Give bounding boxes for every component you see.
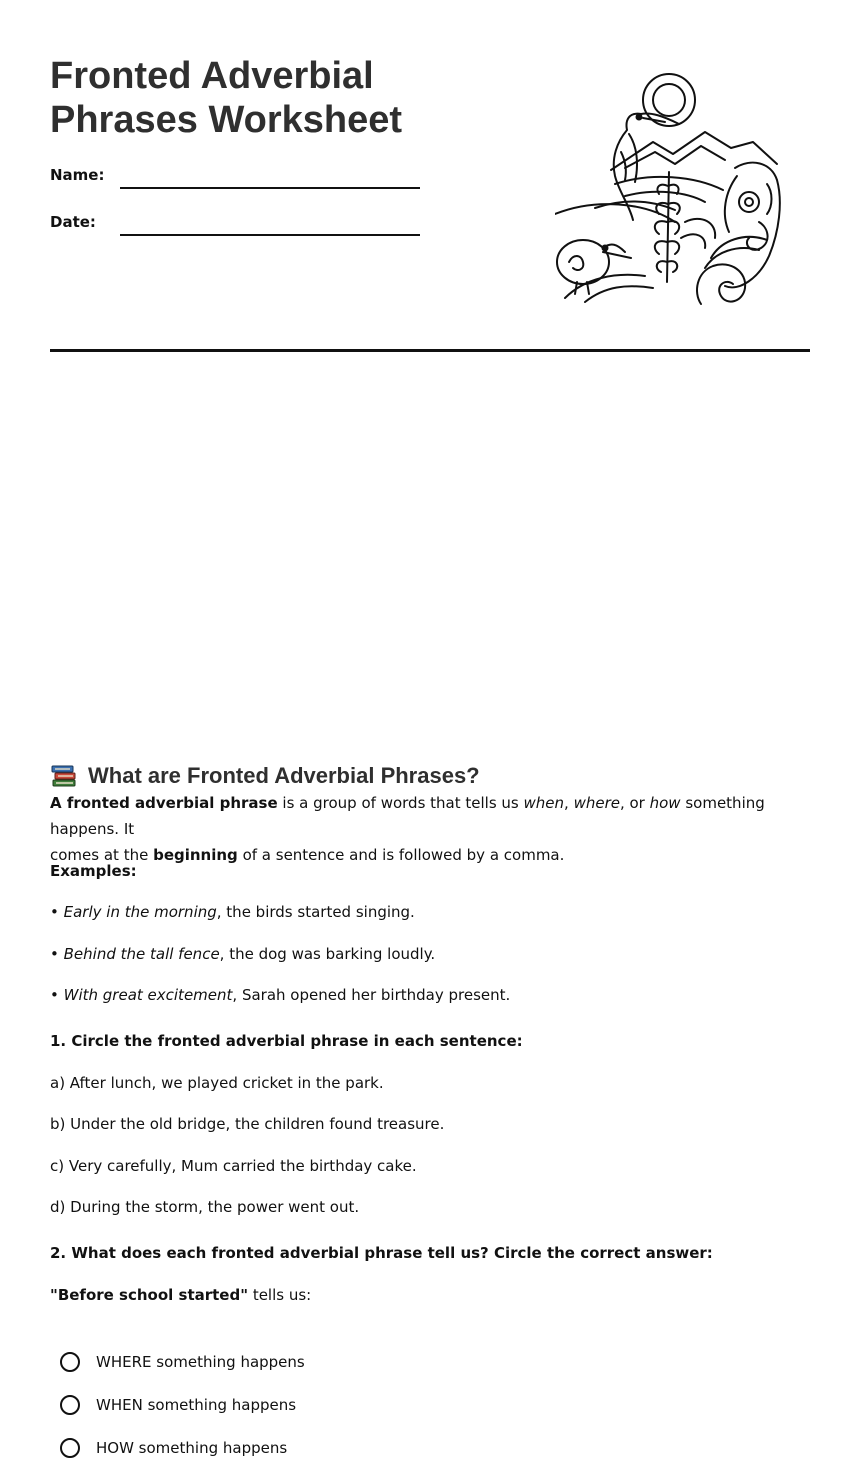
definition-paragraph [50, 790, 810, 868]
answer-option-when[interactable] [60, 1392, 296, 1418]
definition-beginning: beginning [153, 846, 238, 864]
name-field[interactable] [120, 187, 420, 189]
example-rest: , Sarah opened her birthday present. [232, 986, 511, 1004]
question-2-phrase: "Before school started" [50, 1286, 249, 1304]
answer-option-label: WHERE something happens [96, 1353, 305, 1371]
date-field[interactable] [120, 234, 420, 236]
name-row [50, 165, 430, 189]
example-item-3 [50, 982, 510, 1008]
radio-circle[interactable] [60, 1352, 80, 1372]
example-rest: , the dog was barking loudly. [219, 945, 436, 963]
title-line-1: Fronted Adverbial [50, 55, 374, 97]
answer-option-label: WHEN something happens [96, 1396, 297, 1414]
example-phrase: Early in the morning [63, 903, 217, 921]
definition-or: , or [619, 794, 650, 812]
answer-option-label: HOW something happens [96, 1439, 288, 1457]
question-2-prompt-rest: tells us: [248, 1286, 312, 1304]
answer-option-where[interactable] [60, 1349, 305, 1375]
name-label: Name: [50, 166, 105, 184]
definition-term: A fronted adverbial phrase [50, 794, 278, 812]
definition-comma: , [564, 794, 574, 812]
question-2-prompt [50, 1282, 311, 1308]
question-1-sentence-a[interactable]: a) After lunch, we played cricket in the park. [50, 1074, 384, 1092]
worksheet-header [50, 0, 810, 352]
radio-circle[interactable] [60, 1395, 80, 1415]
question-1-heading: 1. Circle the fronted adverbial phrase in each sentence: [50, 1032, 523, 1050]
definition-how: how [649, 794, 681, 812]
definition-text-3: comes at the [50, 846, 154, 864]
example-item-2 [50, 941, 435, 967]
example-bullet: • [50, 945, 64, 963]
question-1-sentence-c[interactable]: c) Very carefully, Mum carried the birthday cake. [50, 1157, 417, 1175]
section-heading-text: What are Fronted Adverbial Phrases? [88, 763, 480, 789]
example-rest: , the birds started singing. [216, 903, 415, 921]
definition-text-4: of a sentence and is followed by a comma. [237, 846, 565, 864]
section-heading [50, 760, 480, 792]
question-1-sentence-d[interactable]: d) During the storm, the power went out. [50, 1198, 360, 1216]
answer-option-how[interactable] [60, 1435, 287, 1461]
example-bullet: • [50, 986, 64, 1004]
definition-where: where [573, 794, 620, 812]
nz-landscape-illustration [555, 72, 785, 312]
example-item-1 [50, 899, 415, 925]
radio-circle[interactable] [60, 1438, 80, 1458]
definition-text-1: is a group of words that tells us [277, 794, 524, 812]
examples-label: Examples: [50, 862, 137, 880]
example-bullet: • [50, 903, 64, 921]
example-phrase: Behind the tall fence [63, 945, 220, 963]
question-1-sentence-b[interactable]: b) Under the old bridge, the children found treasure. [50, 1115, 445, 1133]
title-line-2: Phrases Worksheet [50, 99, 403, 141]
definition-when: when [523, 794, 565, 812]
definition-text-2: something happens. It [50, 794, 765, 838]
date-label: Date: [50, 213, 96, 231]
page-title [50, 54, 480, 142]
books-icon [50, 762, 78, 790]
worksheet-page [50, 0, 810, 1457]
question-2-heading: 2. What does each fronted adverbial phrase tell us? Circle the correct answer: [50, 1244, 713, 1262]
example-phrase: With great excitement [63, 986, 233, 1004]
date-row [50, 212, 430, 236]
